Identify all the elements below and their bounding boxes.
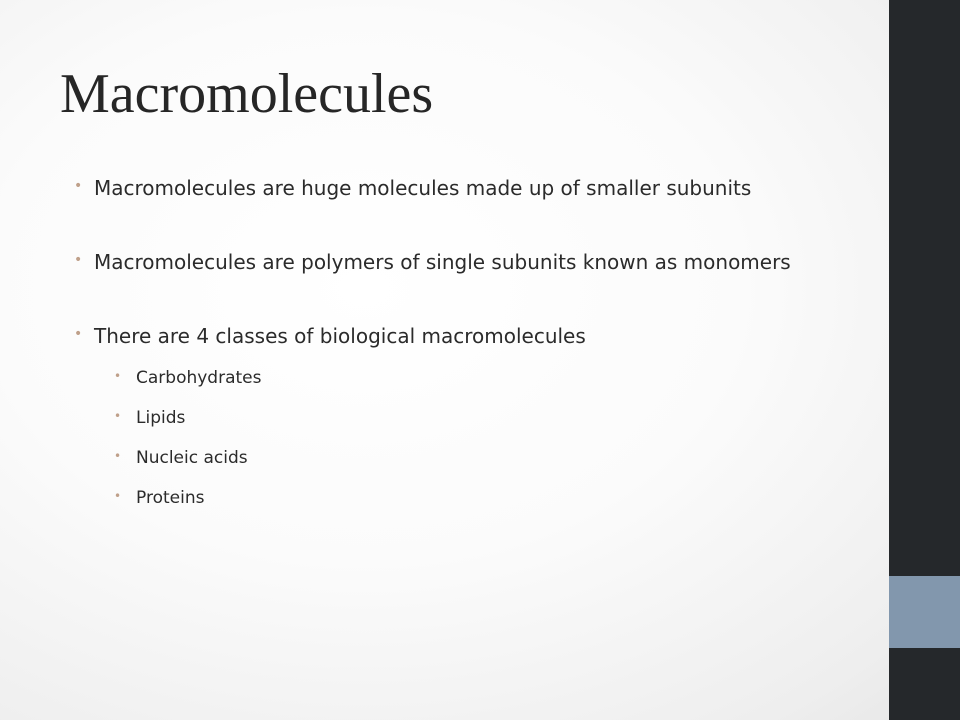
sub-bullet-text: Proteins [136,488,205,508]
sub-bullet-text: Lipids [136,408,186,428]
bullet-icon: • [74,178,83,194]
side-accent-block [889,576,960,648]
sub-bullet-text: Nucleic acids [136,448,248,468]
sub-bullet-text: Carbohydrates [136,368,262,388]
bullet-item [74,320,794,518]
sub-bullet-item [104,358,794,398]
bullet-list [74,172,794,518]
bullet-item [74,172,794,204]
slide-title: Macromolecules [60,63,434,125]
sub-bullet-item [104,478,794,518]
bullet-item [74,246,794,278]
sub-bullet-icon: • [114,489,122,503]
bullet-text: Macromolecules are huge molecules made up of smaller subunits [94,176,752,200]
bullet-text: Macromolecules are polymers of single subunits known as monomers [94,250,791,274]
bullet-icon: • [74,326,83,342]
bullet-icon: • [74,252,83,268]
sub-bullet-icon: • [114,369,122,383]
sub-bullet-list [94,358,794,518]
sub-bullet-item [104,438,794,478]
sub-bullet-icon: • [114,449,122,463]
bullet-text: There are 4 classes of biological macromolecules [94,324,586,348]
sub-bullet-item [104,398,794,438]
sub-bullet-icon: • [114,409,122,423]
